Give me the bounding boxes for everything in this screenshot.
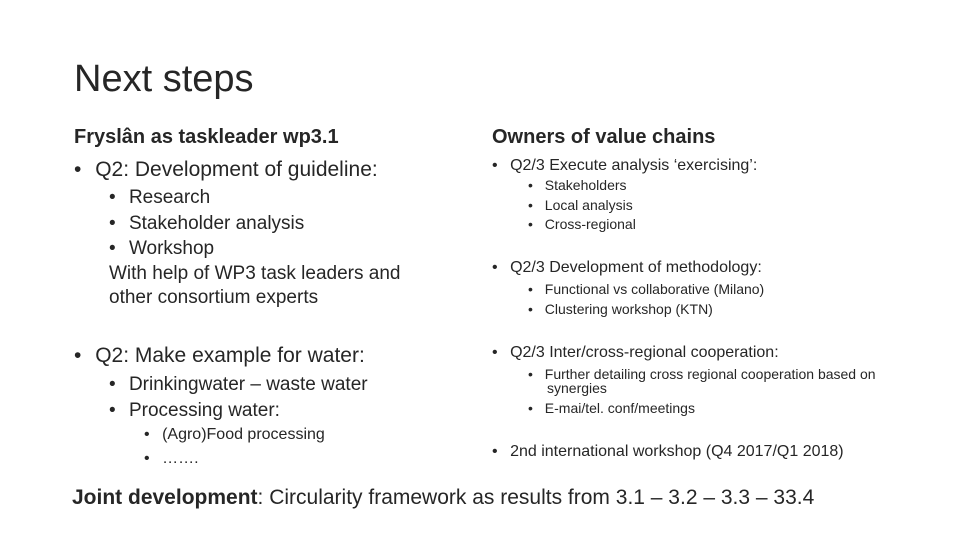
bullet: • — [492, 259, 498, 276]
subsub-text: (Agro)Food processing — [162, 426, 325, 443]
left-item-2-sub-2 — [109, 400, 280, 422]
sub-text: Research — [128, 187, 211, 208]
left-note-line-1: With help of WP3 task leaders and — [109, 263, 401, 284]
footer-text: : Circularity framework as results from 3.1 – 3.2 – 3.3 – 33.4 — [257, 486, 815, 509]
subsub-text: ……. — [162, 450, 199, 467]
bullet: • — [528, 400, 533, 416]
sub-text: Functional vs collaborative (Milano) — [544, 281, 765, 297]
sub-text: Processing water: — [128, 400, 280, 421]
right-item-2 — [492, 259, 762, 277]
right-item-3-sub-1-cont: synergies — [547, 380, 607, 396]
bullet: • — [528, 281, 533, 297]
right-item-3-sub-2 — [528, 400, 695, 416]
left-item-2-subsub-1 — [144, 426, 325, 444]
sub-text: Further detailing cross regional cooperation based on — [544, 366, 876, 382]
sub-text: Local analysis — [544, 197, 633, 213]
bullet: • — [528, 177, 533, 193]
right-item-1-sub-2 — [528, 197, 633, 213]
bullet: • — [492, 443, 498, 460]
right-item-1-sub-1 — [528, 177, 627, 193]
right-item-2-sub-1 — [528, 281, 764, 297]
left-item-1-text: Q2: Development of guideline: — [95, 158, 378, 181]
slide-title: Next steps — [74, 58, 254, 100]
bullet: • — [144, 426, 150, 443]
bullet: • — [144, 450, 150, 467]
sub-text: Stakeholder analysis — [128, 213, 305, 234]
left-item-2 — [74, 344, 365, 368]
footer-statement — [72, 486, 814, 510]
sub-text: Stakeholders — [544, 177, 627, 193]
right-item-3-text: Q2/3 Inter/cross-regional cooperation: — [510, 344, 779, 361]
bullet: • — [492, 344, 498, 361]
bullet: • — [74, 158, 82, 181]
bullet: • — [528, 216, 533, 232]
right-item-4 — [492, 443, 844, 461]
bullet: • — [528, 366, 533, 382]
bullet: • — [528, 301, 533, 317]
sub-text: Cross-regional — [544, 216, 636, 232]
left-note-line-2: other consortium experts — [109, 287, 319, 308]
left-item-1-sub-3 — [109, 238, 214, 260]
right-item-1-sub-3 — [528, 216, 636, 232]
sub-text: Drinkingwater – waste water — [128, 374, 368, 395]
right-item-2-text: Q2/3 Development of methodology: — [510, 259, 762, 276]
right-item-2-sub-2 — [528, 301, 713, 317]
left-item-1 — [74, 158, 378, 182]
bullet: • — [109, 213, 116, 234]
right-item-3 — [492, 344, 779, 362]
footer-bold: Joint development — [72, 486, 258, 509]
sub-text: Workshop — [128, 238, 215, 259]
bullet: • — [109, 400, 116, 421]
bullet: • — [74, 344, 82, 367]
left-item-2-subsub-2 — [144, 450, 199, 468]
left-item-2-text: Q2: Make example for water: — [95, 344, 365, 367]
bullet: • — [528, 197, 533, 213]
left-item-2-sub-1 — [109, 374, 368, 396]
bullet: • — [109, 374, 116, 395]
bullet: • — [109, 187, 116, 208]
right-item-4-text: 2nd international workshop (Q4 2017/Q1 2018) — [510, 443, 844, 460]
sub-text: E-mai/tel. conf/meetings — [544, 400, 695, 416]
left-item-1-sub-1 — [109, 187, 210, 209]
bullet: • — [492, 157, 498, 174]
sub-text: Clustering workshop (KTN) — [544, 301, 713, 317]
right-item-1-text: Q2/3 Execute analysis ‘exercising’: — [510, 157, 758, 174]
left-item-1-sub-2 — [109, 213, 304, 235]
right-item-1 — [492, 157, 757, 175]
left-heading: Fryslân as taskleader wp3.1 — [74, 126, 339, 148]
bullet: • — [109, 238, 116, 259]
right-heading: Owners of value chains — [492, 126, 716, 148]
